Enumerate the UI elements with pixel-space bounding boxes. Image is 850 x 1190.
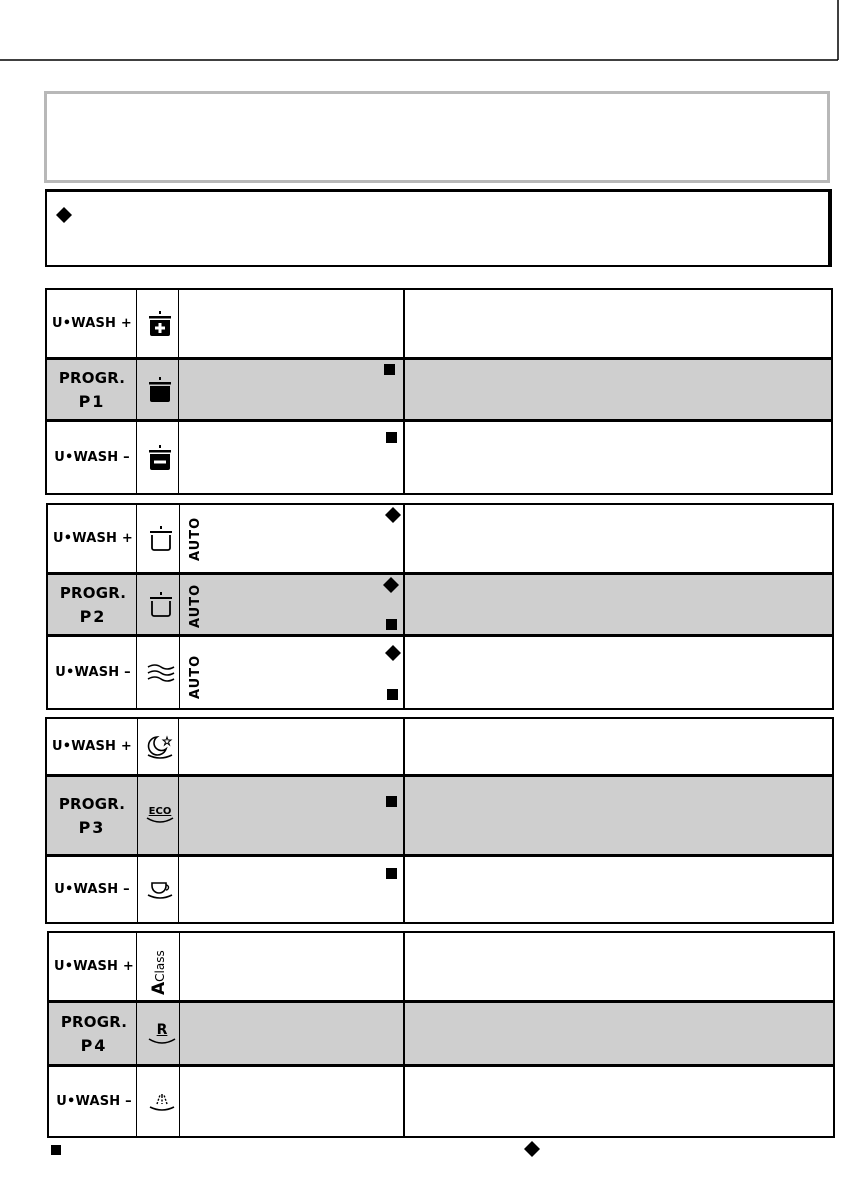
progr-text: PROGR. [58, 368, 126, 387]
row-progr-p2 [48, 572, 832, 637]
col-divider [179, 933, 180, 1136]
col-divider [136, 290, 137, 493]
row-uwash-minus-p4 [49, 1067, 833, 1136]
shower-icon [141, 1067, 183, 1136]
row-progr-p4 [49, 1000, 833, 1067]
program-label-p4 [49, 1000, 139, 1067]
auto-label: AUTO [188, 583, 203, 628]
eco-icon [139, 774, 181, 857]
square-marker [384, 364, 395, 375]
progr-text: PROGR. [59, 583, 127, 602]
eco-text: ECO [148, 806, 172, 817]
row-uwash-plus-p4 [49, 933, 833, 1000]
row-uwash-minus-p3 [47, 857, 832, 922]
pot-minus-icon [139, 422, 181, 493]
col-divider [178, 290, 179, 493]
program-label-p3 [47, 774, 137, 857]
program-group-p2 [46, 503, 834, 710]
program-id: P2 [79, 606, 107, 626]
col-divider [136, 933, 137, 1136]
progr-text: PROGR. [58, 794, 126, 813]
col-divider [178, 719, 179, 922]
square-marker [386, 796, 397, 807]
uwash-minus-label: U•WASH – [54, 450, 130, 465]
program-label-p1 [47, 357, 137, 422]
diamond-icon [524, 1141, 540, 1157]
uwash-plus-label: U•WASH + [52, 316, 132, 331]
a-class-letter: A [149, 981, 169, 995]
diamond-icon [385, 507, 401, 523]
row-uwash-plus-p1 [47, 290, 831, 357]
diamond-icon [383, 577, 399, 593]
progr-text: PROGR. [60, 1012, 128, 1031]
row-progr-p3 [47, 774, 832, 857]
pot-outline-icon [140, 505, 182, 572]
uwash-plus-label: U•WASH + [52, 739, 132, 754]
cup-icon [139, 857, 181, 922]
col-divider [403, 290, 405, 493]
diamond-icon [385, 645, 401, 661]
col-divider [137, 719, 138, 922]
row-uwash-plus-p3 [47, 719, 832, 774]
r-text: R [156, 1021, 168, 1038]
program-id: P3 [78, 817, 106, 837]
row-progr-p1 [47, 357, 831, 422]
a-class-word: Class [153, 950, 167, 982]
waves-icon [140, 637, 182, 708]
note-box [44, 91, 830, 183]
square-marker [386, 619, 397, 630]
col-divider [136, 505, 137, 708]
pot-outline-icon [140, 572, 182, 637]
program-id: P4 [80, 1035, 108, 1055]
square-marker [387, 689, 398, 700]
col-divider [403, 933, 405, 1136]
a-class-icon [149, 950, 169, 995]
rinse-r-icon [141, 1000, 183, 1067]
col-divider [403, 719, 405, 922]
col-divider [403, 505, 405, 708]
uwash-minus-label: U•WASH – [55, 665, 131, 680]
diamond-icon [56, 207, 72, 223]
row-uwash-minus-p1 [47, 422, 831, 493]
legend-box [45, 189, 832, 267]
uwash-plus-label: U•WASH + [53, 531, 133, 546]
uwash-plus-label: U•WASH + [54, 959, 134, 974]
program-group-p3 [45, 717, 834, 924]
pot-plus-icon [139, 290, 181, 357]
program-id: P1 [78, 391, 106, 411]
square-marker [51, 1145, 61, 1155]
auto-label: AUTO [188, 516, 203, 561]
col-divider [179, 505, 180, 708]
row-uwash-plus-p2 [48, 505, 832, 572]
program-group-p1 [45, 288, 833, 495]
square-marker [386, 432, 397, 443]
top-rule [0, 0, 850, 62]
pot-full-icon [139, 357, 181, 422]
uwash-minus-label: U•WASH – [54, 882, 130, 897]
square-marker [386, 868, 397, 879]
uwash-minus-label: U•WASH – [56, 1094, 132, 1109]
row-uwash-minus-p2 [48, 637, 832, 708]
auto-label: AUTO [188, 654, 203, 699]
program-group-p4 [47, 931, 835, 1138]
program-label-p2 [48, 572, 138, 637]
night-moon-icon [139, 719, 181, 774]
